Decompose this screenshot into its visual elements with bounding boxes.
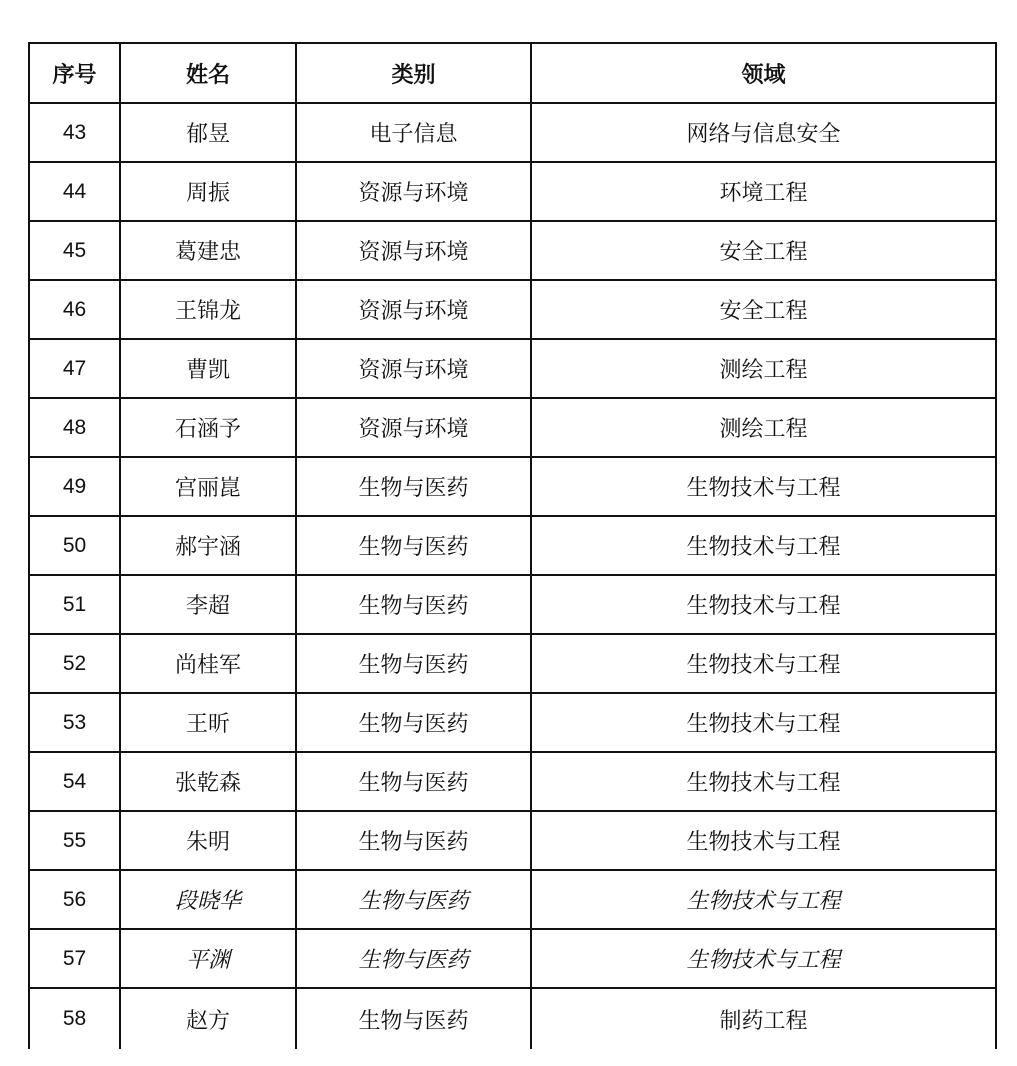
cell-category: 生物与医药 [296,575,531,634]
cell-no: 52 [29,634,120,693]
cell-name: 张乾森 [120,752,296,811]
cell-no: 57 [29,929,120,988]
table-row [29,693,996,752]
cell-no: 48 [29,398,120,457]
cell-name: 朱明 [120,811,296,870]
cell-name: 曹凯 [120,339,296,398]
cell-no: 47 [29,339,120,398]
cell-category: 资源与环境 [296,221,531,280]
cell-field: 生物技术与工程 [531,929,996,988]
personnel-table [28,42,997,1049]
cell-name: 段晓华 [120,870,296,929]
cell-field: 生物技术与工程 [531,870,996,929]
cell-name: 宫丽崑 [120,457,296,516]
header-field: 领域 [531,43,996,103]
cell-field: 安全工程 [531,280,996,339]
table-row [29,162,996,221]
table-row [29,929,996,988]
cell-field: 安全工程 [531,221,996,280]
cell-no: 56 [29,870,120,929]
cell-no: 45 [29,221,120,280]
cell-no: 51 [29,575,120,634]
cell-field: 测绘工程 [531,339,996,398]
cell-field: 生物技术与工程 [531,516,996,575]
table-row [29,988,996,1049]
cell-no: 55 [29,811,120,870]
cell-name: 王锦龙 [120,280,296,339]
cell-field: 环境工程 [531,162,996,221]
cell-name: 赵方 [120,988,296,1049]
cell-field: 生物技术与工程 [531,752,996,811]
cell-category: 生物与医药 [296,929,531,988]
cell-name: 石涵予 [120,398,296,457]
table-row [29,103,996,162]
cell-category: 资源与环境 [296,398,531,457]
cell-no: 50 [29,516,120,575]
table-body [29,103,996,1049]
header-row [29,43,996,103]
cell-category: 生物与医药 [296,516,531,575]
table-row [29,221,996,280]
cell-no: 54 [29,752,120,811]
cell-category: 生物与医药 [296,457,531,516]
cell-no: 43 [29,103,120,162]
cell-name: 周振 [120,162,296,221]
table-row [29,280,996,339]
cell-field: 生物技术与工程 [531,634,996,693]
cell-field: 制药工程 [531,988,996,1049]
cell-field: 测绘工程 [531,398,996,457]
header-no: 序号 [29,43,120,103]
cell-category: 生物与医药 [296,752,531,811]
table-row [29,870,996,929]
table-row [29,752,996,811]
cell-name: 葛建忠 [120,221,296,280]
cell-no: 58 [29,988,120,1049]
cell-category: 电子信息 [296,103,531,162]
cell-category: 生物与医药 [296,634,531,693]
cell-field: 生物技术与工程 [531,693,996,752]
cell-no: 49 [29,457,120,516]
table-container [28,42,997,1049]
cell-name: 平渊 [120,929,296,988]
table-row [29,457,996,516]
cell-name: 郁昱 [120,103,296,162]
table-row [29,516,996,575]
cell-category: 资源与环境 [296,280,531,339]
cell-category: 生物与医药 [296,988,531,1049]
table-row [29,398,996,457]
cell-field: 生物技术与工程 [531,457,996,516]
table-row [29,634,996,693]
cell-field: 生物技术与工程 [531,575,996,634]
cell-no: 53 [29,693,120,752]
cell-field: 网络与信息安全 [531,103,996,162]
header-category: 类别 [296,43,531,103]
table-row [29,339,996,398]
table-row [29,575,996,634]
cell-no: 46 [29,280,120,339]
cell-category: 生物与医药 [296,693,531,752]
cell-no: 44 [29,162,120,221]
cell-name: 王昕 [120,693,296,752]
cell-name: 李超 [120,575,296,634]
header-name: 姓名 [120,43,296,103]
cell-category: 生物与医药 [296,870,531,929]
cell-name: 郝宇涵 [120,516,296,575]
cell-category: 生物与医药 [296,811,531,870]
cell-field: 生物技术与工程 [531,811,996,870]
cell-name: 尚桂军 [120,634,296,693]
cell-category: 资源与环境 [296,339,531,398]
cell-category: 资源与环境 [296,162,531,221]
table-row [29,811,996,870]
